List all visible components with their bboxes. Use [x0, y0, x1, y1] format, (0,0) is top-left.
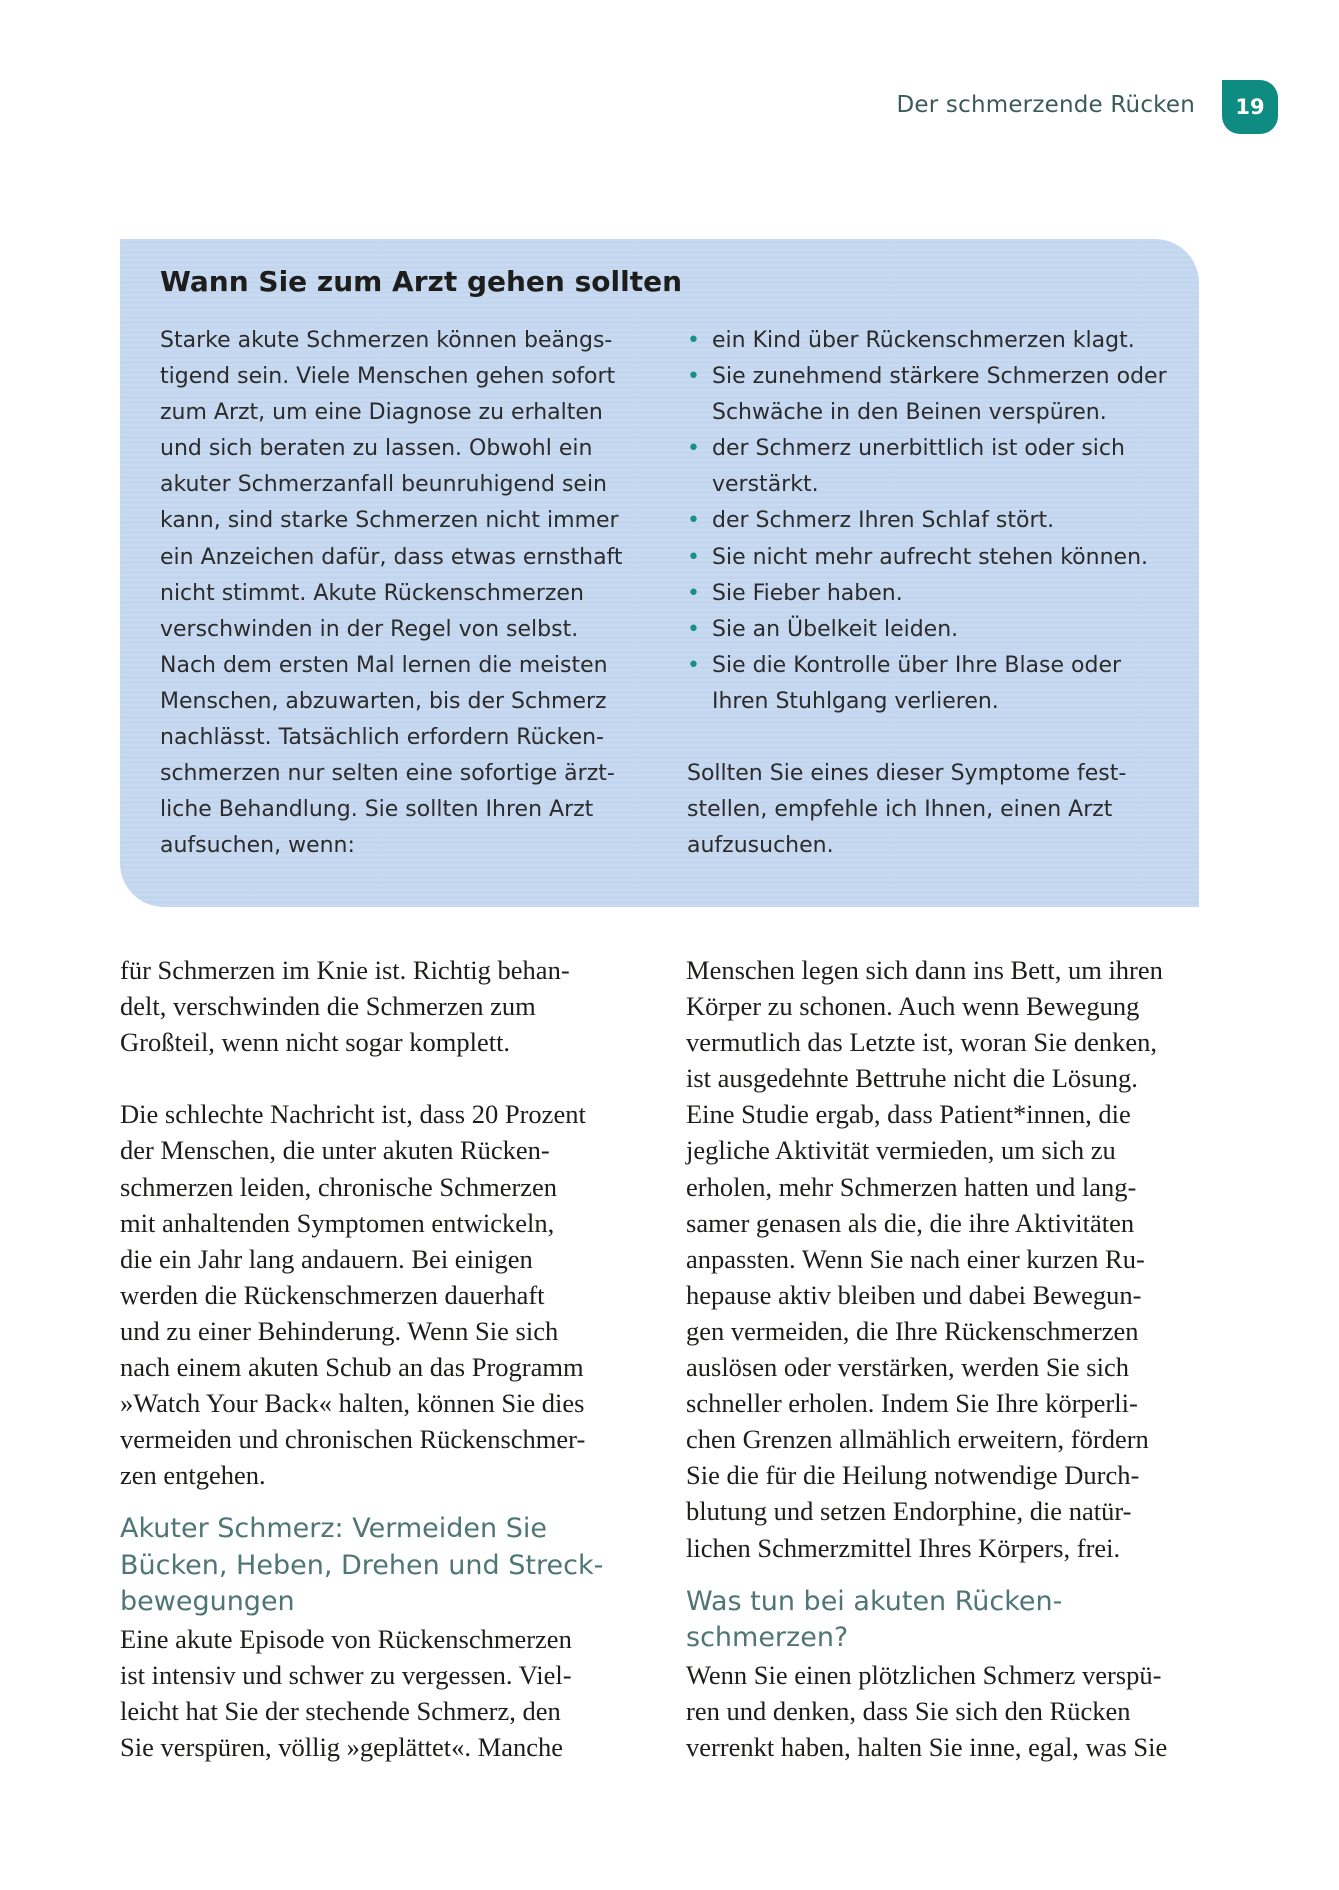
- bullet-icon: •: [687, 364, 700, 390]
- list-item: [687, 540, 1177, 576]
- bullet-icon: •: [687, 436, 700, 462]
- text-line: Menschen legen sich dann ins Bett, um ihren: [686, 955, 1163, 985]
- list-item: [687, 576, 1177, 612]
- text-line: Wenn Sie einen plötzlichen Schmerz verspü-: [686, 1659, 1162, 1690]
- info-box-title: Wann Sie zum Arzt gehen sollten: [160, 265, 683, 298]
- text-line: Körper zu schonen. Auch wenn Bewegung: [686, 991, 1140, 1022]
- section-heading: [686, 1584, 1206, 1657]
- info-box-closing: [687, 756, 1177, 864]
- text-line: und sich beraten zu lassen. Obwohl ein: [160, 436, 593, 462]
- text-line: schneller erholen. Indem Sie Ihre körperli-: [686, 1388, 1138, 1419]
- text-line: Großteil, wenn nicht sogar komplett.: [120, 1027, 511, 1058]
- text-line: verrenkt haben, halten Sie inne, egal, was Sie: [686, 1731, 1168, 1762]
- body-column-right: [686, 952, 1206, 1765]
- symptom-list: [687, 323, 1177, 720]
- list-item: [687, 323, 1177, 359]
- text-line: nicht stimmt. Akute Rückenschmerzen: [160, 580, 584, 606]
- text-line: Starke akute Schmerzen können beängs-: [160, 328, 613, 353]
- text-line: Eine Studie ergab, dass Patient*innen, die: [686, 1099, 1131, 1130]
- text-line: Sie Fieber haben.: [712, 580, 903, 606]
- list-item: [687, 612, 1177, 648]
- text-line: Die schlechte Nachricht ist, dass 20 Prozent: [120, 1099, 586, 1130]
- text-line: ren und denken, dass Sie sich den Rücken: [686, 1695, 1131, 1726]
- bullet-icon: •: [687, 616, 700, 642]
- text-line: stellen, empfehle ich Ihnen, einen Arzt: [687, 797, 1113, 823]
- text-line: liche Behandlung. Sie sollten Ihren Arzt: [160, 797, 594, 823]
- text-line: nach einem akuten Schub an das Programm: [120, 1352, 584, 1383]
- text-line: der Menschen, die unter akuten Rücken-: [120, 1135, 550, 1166]
- section-heading: [120, 1511, 640, 1621]
- list-item: [687, 359, 1177, 431]
- text-line: ein Kind über Rückenschmerzen klagt.: [712, 328, 1135, 353]
- text-line: erholen, mehr Schmerzen hatten und lang-: [686, 1171, 1137, 1202]
- heading-line: schmerzen?: [686, 1622, 849, 1654]
- text-line: der Schmerz Ihren Schlaf stört.: [712, 508, 1055, 534]
- text-line: Ihren Stuhlgang verlieren.: [712, 688, 999, 714]
- paragraph: [120, 1096, 640, 1493]
- list-item: [687, 503, 1177, 539]
- text-line: Eine akute Episode von Rückenschmerzen: [120, 1623, 572, 1654]
- text-line: ist intensiv und schwer zu vergessen. Viel-: [120, 1660, 572, 1690]
- text-line: delt, verschwinden die Schmerzen zum: [120, 991, 536, 1022]
- text-line: verstärkt.: [712, 472, 819, 498]
- text-line: vermutlich das Letzte ist, woran Sie denken,: [686, 1027, 1157, 1058]
- text-line: lichen Schmerzmittel Ihres Körpers, frei.: [686, 1532, 1121, 1563]
- text-line: ein Anzeichen dafür, dass etwas ernsthaft: [160, 544, 623, 570]
- text-line: hepause aktiv bleiben und dabei Bewegun-: [686, 1279, 1142, 1310]
- text-line: »Watch Your Back« halten, können Sie dies: [120, 1388, 585, 1419]
- text-line: gen vermeiden, die Ihre Rückenschmerzen: [686, 1315, 1139, 1346]
- text-line: auslösen oder verstärken, werden Sie sich: [686, 1352, 1129, 1383]
- text-line: jegliche Aktivität vermieden, um sich zu: [686, 1135, 1116, 1166]
- info-box-intro: [160, 323, 630, 864]
- text-line: verschwinden in der Regel von selbst.: [160, 616, 579, 642]
- text-line: für Schmerzen im Knie ist. Richtig behan-: [120, 955, 570, 985]
- paragraph: [120, 952, 640, 1060]
- text-line: mit anhaltenden Symptomen entwickeln,: [120, 1207, 555, 1238]
- text-line: Sie die Kontrolle über Ihre Blase oder: [712, 652, 1122, 678]
- text-line: Sie die für die Heilung notwendige Durch-: [686, 1460, 1140, 1491]
- text-line: Nach dem ersten Mal lernen die meisten: [160, 652, 608, 678]
- list-item: [687, 648, 1177, 720]
- bullet-icon: •: [687, 652, 700, 678]
- text-line: Sie an Übelkeit leiden.: [712, 616, 959, 642]
- text-line: die ein Jahr lang andauern. Bei einigen: [120, 1243, 533, 1274]
- text-line: schmerzen nur selten eine sofortige ärzt-: [160, 761, 615, 787]
- bullet-icon: •: [687, 328, 700, 353]
- text-line: anpassten. Wenn Sie nach einer kurzen Ru-: [686, 1243, 1145, 1274]
- heading-line: bewegungen: [120, 1586, 295, 1618]
- bullet-icon: •: [687, 508, 700, 534]
- info-box: [120, 239, 1199, 907]
- text-line: werden die Rückenschmerzen dauerhaft: [120, 1279, 545, 1310]
- running-title: Der schmerzende Rücken: [896, 92, 1195, 118]
- text-line: nachlässt. Tatsächlich erfordern Rücken-: [160, 725, 604, 751]
- text-line: zum Arzt, um eine Diagnose zu erhalten: [160, 400, 603, 426]
- page-number-badge: 19: [1222, 80, 1278, 134]
- text-line: Sie nicht mehr aufrecht stehen können.: [712, 544, 1149, 570]
- heading-line: Bücken, Heben, Drehen und Streck-: [120, 1549, 604, 1581]
- list-item: [687, 431, 1177, 503]
- text-line: chen Grenzen allmählich erweitern, fördern: [686, 1424, 1149, 1455]
- text-line: samer genasen als die, die ihre Aktivitäten: [686, 1207, 1135, 1238]
- text-line: ist ausgedehnte Bettruhe nicht die Lösung.: [686, 1063, 1138, 1094]
- info-box-list-column: [687, 323, 1177, 864]
- body-column-left: [120, 952, 640, 1765]
- text-line: und zu einer Behinderung. Wenn Sie sich: [120, 1315, 559, 1346]
- text-line: Menschen, abzuwarten, bis der Schmerz: [160, 688, 607, 714]
- text-line: der Schmerz unerbittlich ist oder sich: [712, 436, 1125, 462]
- paragraph: [120, 1621, 640, 1765]
- text-line: leicht hat Sie der stechende Schmerz, den: [120, 1696, 561, 1727]
- text-line: aufzusuchen.: [687, 833, 834, 859]
- heading-line: Was tun bei akuten Rücken-: [686, 1585, 1063, 1617]
- text-line: schmerzen leiden, chronische Schmerzen: [120, 1171, 558, 1202]
- heading-line: Akuter Schmerz: Vermeiden Sie: [120, 1513, 547, 1545]
- text-line: zen entgehen.: [120, 1460, 266, 1491]
- text-line: Sie zunehmend stärkere Schmerzen oder: [712, 364, 1167, 390]
- bullet-icon: •: [687, 580, 700, 606]
- bullet-icon: •: [687, 544, 700, 570]
- paragraph: [686, 1657, 1206, 1765]
- text-line: blutung und setzen Endorphine, die natür-: [686, 1496, 1132, 1527]
- text-line: kann, sind starke Schmerzen nicht immer: [160, 508, 619, 534]
- text-line: Schwäche in den Beinen verspüren.: [712, 400, 1107, 426]
- text-line: Sollten Sie eines dieser Symptome fest-: [687, 761, 1127, 787]
- text-line: Sie verspüren, völlig »geplättet«. Manche: [120, 1732, 564, 1763]
- text-line: akuter Schmerzanfall beunruhigend sein: [160, 472, 608, 498]
- paragraph: [686, 952, 1206, 1566]
- text-line: vermeiden und chronischen Rückenschmer-: [120, 1424, 586, 1455]
- text-line: tigend sein. Viele Menschen gehen sofort: [160, 364, 616, 390]
- text-line: aufsuchen, wenn:: [160, 833, 355, 859]
